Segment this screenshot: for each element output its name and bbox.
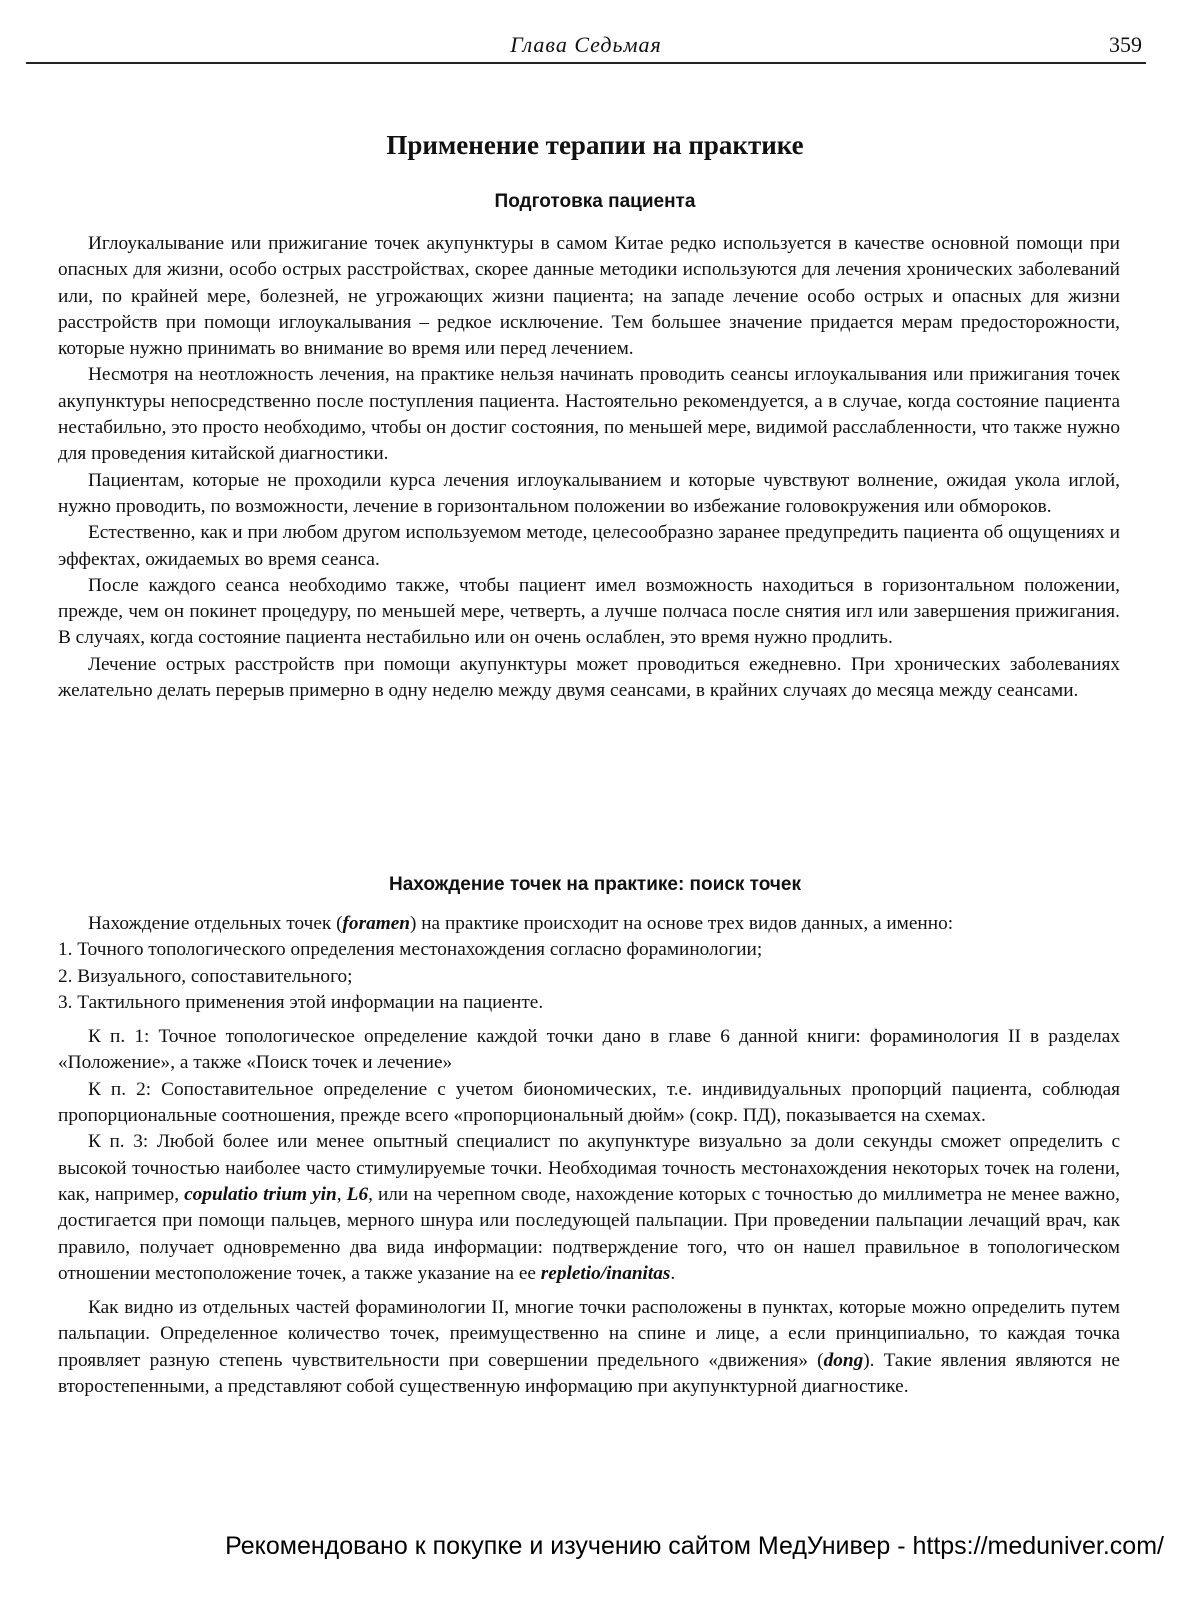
latin-term: foramen [342,913,410,934]
paragraph-text: , или на черепном своде, нахождение которых с точностью до миллиметра не менее важно, достигается при помощи пальцев, мерного шнура или последующей пальпации. При проведении пальпации лечащий врач, как правило, получает одновременно два вида информации: подтверждение того, что он нашел правильное в топологическом отношении местоположение точек, а также указание на ее [58,1183,1121,1284]
section-body-finding-points [58,911,1120,1400]
latin-term: repletio/inanitas [540,1262,671,1284]
section-heading-patient-preparation: Подготовка пациента [494,191,696,212]
chapter-title: Применение терапии на практике [386,130,804,160]
intro-text: Нахождение отдельных точек ( [88,913,343,934]
paragraph: Естественно, как и при любом другом используемом методе, целесообразно заранее предупредить пациента об ощущениях и эффектах, ожидаемых во время сеанса. [58,522,1120,570]
paragraph: Пациентам, которые не проходили курса лечения иглоукалыванием и которые чувствуют волнение, ожидая укола иглой, нужно проводить, по возможности, лечение в горизонтальном положении во избежание головокружения или обмороков. [58,469,1120,517]
paragraph [58,1295,1120,1400]
list-item: 1. Точного топологического определения местонахождения согласно фораминологии; [58,939,763,961]
page-number: 359 [1109,32,1142,57]
paragraph: Несмотря на неотложность лечения, на практике нельзя начинать проводить сеансы иглоукалывания или прижигания точек акупунктуры непосредственно после поступления пациента. Настоятельно рекомендуется, а в случае, когда состояние пациента нестабильно, это просто необходимо, чтобы он достиг состояния, по меньшей мере, видимой расслабленности, что также нужно для проведения китайской диагностики. [58,364,1120,465]
paragraph: После каждого сеанса необходимо также, чтобы пациент имел возможность находиться в горизонтальном положении, прежде, чем он покинет процедуру, по меньшей мере, четверть, а лучше полчаса после снятия игл или завершения прижигания. В случаях, когда состояние пациента нестабильно или он очень ослаблен, это время нужно продлить. [58,574,1120,649]
latin-term: dong [823,1349,864,1371]
paragraph-text: Как видно из отдельных частей фораминологии II, многие точки расположены в пунктах, которые можно определить путем пальпации. Определенное количество точек, преимущественно на спине и лице, а если принципиально, то каждая точка проявляет разную степень чувствительности при совершении предельного «движения» ( [58,1297,1120,1371]
section-body-patient-preparation [58,231,1120,704]
list-item: 3. Тактильного применения этой информации на пациенте. [58,991,544,1013]
intro-paragraph [58,911,1120,937]
running-header [26,32,1146,64]
paragraph-text: ). Такие явления являются не второстепенными, а представляют собой существенную информацию при акупунктурной диагностике. [58,1349,1120,1398]
footer-recommendation: Рекомендовано к покупке и изучению сайтом МедУнивер - https://meduniver.com/ [225,1532,1164,1560]
paragraph: Иглоукалывание или прижигание точек акупунктуры в самом Китае редко используется в качестве основной помощи при опасных для жизни, особо острых расстройствах, скорее данные методики используются для лечения хронических заболеваний или, по крайней мере, болезней, не угрожающих жизни пациента; на западе лечение особо острых и опасных для жизни расстройств при помощи иглоукалывания – редкое исключение. Тем большее значение придается мерам предосторожности, которые нужно принимать во внимание во время или перед лечением. [58,233,1120,360]
paragraph-text: . [670,1262,676,1284]
list-item: 2. Визуального, сопоставительного; [58,965,353,987]
intro-text: ) на практике происходит на основе трех видов данных, а именно: [410,913,954,934]
paragraph: К п. 2: Сопоставительное определение с учетом биономических, т.е. индивидуальных пропорций пациента, соблюдая пропорциональные соотношения, прежде всего «пропорциональный дюйм» (сокр. ПД), показывается на схемах. [58,1078,1120,1127]
running-title: Глава Седьмая [510,32,662,57]
paragraph [58,1129,1120,1287]
paragraph-text: К п. 3: Любой более или менее опытный специалист по акупунктуре визуально за доли секунды сможет определить с высокой точностью наиболее часто стимулируемые точки. Необходимая точность местонахождения некоторых точек на голени, как, например, [58,1131,1120,1205]
section-heading-finding-points: Нахождение точек на практике: поиск точек [389,874,801,895]
latin-term: copulatio trium yin [184,1183,337,1205]
paragraph: К п. 1: Точное топологическое определение каждой точки дано в главе 6 данной книги: фораминология II в разделах «Положение», а также «Поиск точек и лечение» [58,1026,1120,1074]
point-code: L6 [346,1183,369,1205]
paragraph-text: , [336,1183,347,1205]
paragraph: Лечение острых расстройств при помощи акупунктуры может проводиться ежедневно. При хронических заболеваниях желательно делать перерыв примерно в одну неделю между двумя сеансами, в крайних случаях до месяца между сеансами. [58,653,1120,702]
